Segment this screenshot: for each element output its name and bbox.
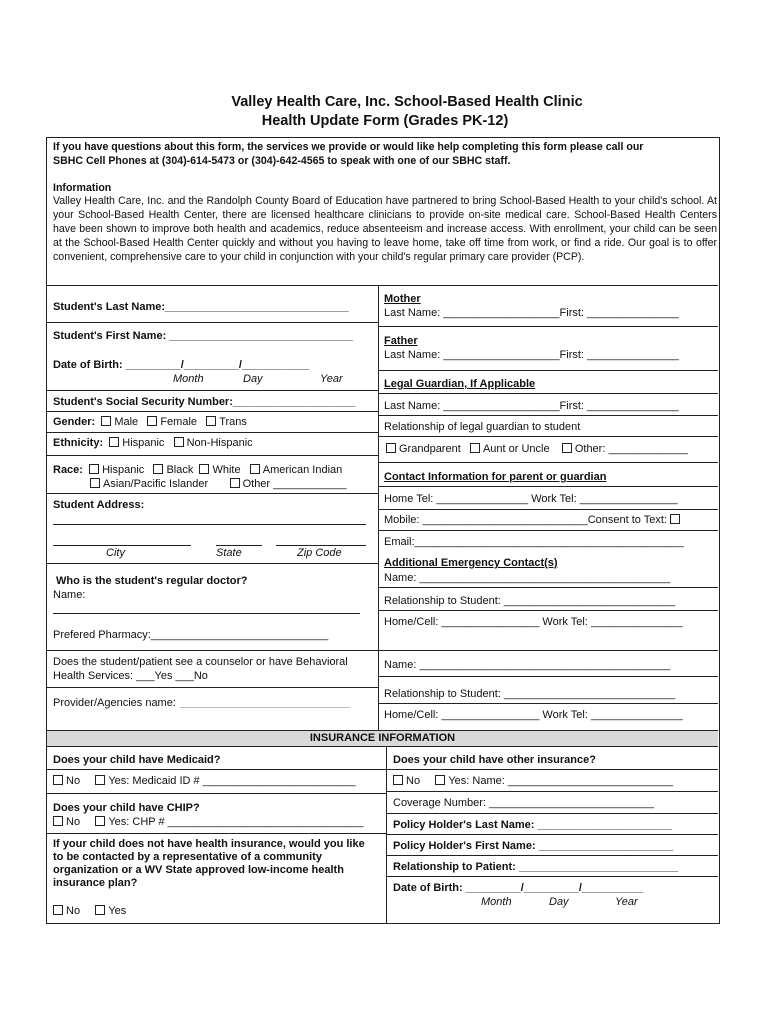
other-insurance-no-checkbox[interactable] [393,775,403,785]
divider [47,769,386,770]
race-black-label: Black [166,464,194,476]
column-divider [386,746,387,924]
doctor-name-line[interactable] [53,613,360,614]
mobile-row [384,514,683,527]
state-line[interactable] [216,545,262,546]
no-insurance-question-1: If your child does not have health insurance, would you like [53,838,365,850]
gender-trans-checkbox[interactable] [206,416,216,426]
divider [386,791,718,792]
ethnicity-row [53,437,253,450]
info-heading: Information [53,182,112,194]
form-title: Valley Health Care, Inc. School-Based Health Clinic [231,94,583,110]
race-white-label: White [212,464,241,476]
email-field[interactable]: Email:____________________________________________ [384,536,684,548]
grandparent-label: Grandparent [399,443,461,455]
other-relationship-label: Other: _____________ [574,443,688,455]
race-asian-label: Asian/Pacific Islander [103,478,209,490]
divider [378,462,718,463]
race-label: Race: [53,464,83,476]
holder-dob-day-label: Day [549,896,569,908]
divider [378,509,718,510]
chip-question: Does your child have CHIP? [53,802,200,814]
chip-row [53,816,363,829]
emergency-2-name[interactable]: Name: _________________________________________ [384,659,671,671]
holder-last-name[interactable]: Policy Holder's Last Name: ______________________ [393,819,673,831]
father-name[interactable]: Last Name: ___________________First: _______________ [384,349,679,361]
doctor-name[interactable]: Name: [53,589,86,601]
race-white-checkbox[interactable] [199,464,209,474]
divider [378,326,718,327]
student-first-name[interactable]: Student's First Name: ______________________________ [53,330,353,342]
emergency-1-name[interactable]: Name: _________________________________________ [384,572,671,584]
divider [378,436,718,437]
gender-male-label: Male [114,416,139,428]
other-insurance-row [393,775,673,788]
divider [378,650,718,651]
insurance-heading: INSURANCE INFORMATION [47,730,718,747]
ethnicity-non-hispanic-checkbox[interactable] [174,437,184,447]
race-american-indian-checkbox[interactable] [250,464,260,474]
divider [386,834,718,835]
city-label: City [106,547,125,559]
gender-row [53,416,247,429]
provider-line[interactable] [180,707,350,708]
chip-no-label: No [66,816,81,828]
guardian-name[interactable]: Last Name: ___________________First: _______________ [384,400,679,412]
questions-line-2: SBHC Cell Phones at (304)-614-5473 or (304)-642-4565 to speak with one of our SBHC staff. [53,155,511,167]
questions-line-1: If you have questions about this form, the services we provide or would like help completing this form please call our [53,141,644,153]
emergency-2-relationship[interactable]: Relationship to Student: ____________________________ [384,688,676,700]
no-insurance-question-3: organization or a WV State approved low-income health [53,864,344,876]
form-subtitle: Health Update Form (Grades PK-12) [261,113,509,129]
city-line[interactable] [53,545,191,546]
divider [47,687,378,688]
emergency-2-phone[interactable]: Home/Cell: ________________ Work Tel: _______________ [384,709,683,721]
divider [378,703,718,704]
other-insurance-question: Does your child have other insurance? [393,754,596,766]
contact-heading: Contact Information for parent or guardian [384,471,607,483]
ethnicity-non-hispanic-label: Non-Hispanic [186,437,253,449]
divider [378,530,718,531]
race-row-2 [90,478,347,491]
divider [47,833,386,834]
pharmacy-field[interactable]: Prefered Pharmacy:_____________________________ [53,629,329,641]
other-insurance-name-field[interactable]: Yes: Name: ___________________________ [448,775,674,787]
consent-to-text-checkbox[interactable] [670,514,680,524]
medicaid-no-label: No [66,775,81,787]
mother-name[interactable]: Last Name: ___________________First: _______________ [384,307,679,319]
guardian-relationship: Relationship of legal guardian to student [384,421,581,433]
other-relationship-checkbox[interactable] [562,443,572,453]
divider [378,610,718,611]
divider [378,393,718,394]
divider [386,876,718,877]
relationship-row [386,443,688,456]
grandparent-checkbox[interactable] [386,443,396,453]
chip-yes-checkbox[interactable] [95,816,105,826]
divider [47,285,718,286]
gender-female-checkbox[interactable] [147,416,157,426]
ethnicity-hispanic-checkbox[interactable] [109,437,119,447]
contact-no-checkbox[interactable] [53,905,63,915]
divider [47,390,378,391]
divider [47,563,378,564]
column-divider [378,285,379,730]
address-line[interactable] [53,524,366,525]
emergency-1-relationship[interactable]: Relationship to Student: ____________________________ [384,595,676,607]
divider [47,455,378,456]
guardian-heading: Legal Guardian, If Applicable [384,378,536,390]
relationship-to-patient[interactable]: Relationship to Patient: __________________________ [393,861,678,873]
mother-heading: Mother [384,293,421,305]
doctor-question: Who is the student's regular doctor? [56,575,248,587]
ethnicity-label: Ethnicity: [53,437,104,449]
medicaid-yes-checkbox[interactable] [95,775,105,785]
divider [47,493,378,494]
contact-yes-checkbox[interactable] [95,905,105,915]
race-other-checkbox[interactable] [230,478,240,488]
aunt-uncle-checkbox[interactable] [470,443,480,453]
divider [47,793,386,794]
contact-yes-label: Yes [108,905,127,917]
race-american-indian-label: American Indian [262,464,343,476]
holder-date-of-birth[interactable]: Date of Birth: _________/_________/__________ [393,882,644,894]
holder-dob-year-label: Year [615,896,638,908]
divider [386,769,718,770]
ethnicity-hispanic-label: Hispanic [122,437,165,449]
no-insurance-row [53,905,126,918]
dob-day-label: Day [243,373,263,385]
divider [386,855,718,856]
medicaid-question: Does your child have Medicaid? [53,754,221,766]
emergency-1-phone[interactable]: Home/Cell: ________________ Work Tel: _______________ [384,616,683,628]
holder-dob-month-label: Month [481,896,512,908]
race-other-label: Other ____________ [242,478,347,490]
mobile-field[interactable]: Mobile: ___________________________Consent to Text: [384,514,667,526]
coverage-number[interactable]: Coverage Number: ___________________________ [393,797,655,809]
no-insurance-question-4: insurance plan? [53,877,138,889]
state-label: State [216,547,242,559]
address-label: Student Address: [53,499,145,511]
other-insurance-no-label: No [406,775,421,787]
provider-field[interactable]: Provider/Agencies name: [53,697,176,709]
dob-month-label: Month [173,373,204,385]
divider [378,415,718,416]
gender-trans-label: Trans [219,416,247,428]
counselor-question-2[interactable]: Health Services: ___Yes ___No [53,670,208,682]
zip-label: Zip Code [297,547,342,559]
aunt-uncle-label: Aunt or Uncle [482,443,550,455]
gender-male-checkbox[interactable] [101,416,111,426]
date-of-birth[interactable]: Date of Birth: _________/_________/___________ [53,359,310,371]
divider [378,587,718,588]
race-black-checkbox[interactable] [153,464,163,474]
zip-line[interactable] [276,545,366,546]
medicaid-id-field[interactable]: Yes: Medicaid ID # _________________________ [108,775,356,787]
father-heading: Father [384,335,418,347]
chip-no-checkbox[interactable] [53,816,63,826]
info-text: Valley Health Care, Inc. and the Randolph County Board of Education have partnered to bring School-Based Health to your child's school. At your School-Based Health Center, there are licensed healthcare clinicians to provide on-site medical care. School-Based Health Centers have been shown to improve both health and academics, reduce absenteeism and increase access. With enrollment, your child can be seen at the School-Based Health Center quickly and without you having to leave home, take off time from work, or find a ride. Our goal is to offer convenient, comprehensive care to your child in conjunction with your child's regular primary care provider (PCP). [53,195,717,263]
divider [47,411,378,412]
gender-female-label: Female [160,416,198,428]
holder-first-name[interactable]: Policy Holder's First Name: ______________________ [393,840,674,852]
divider [47,432,378,433]
no-insurance-question-2: to be contacted by a representative of a community [53,851,322,863]
dob-year-label: Year [320,373,343,385]
contact-no-label: No [66,905,81,917]
chip-id-field[interactable]: Yes: CHP # ________________________________ [108,816,364,828]
divider [47,650,378,651]
other-insurance-yes-checkbox[interactable] [435,775,445,785]
ssn-field[interactable]: Student's Social Security Number:____________________ [53,396,356,408]
race-hispanic-checkbox[interactable] [89,464,99,474]
medicaid-no-checkbox[interactable] [53,775,63,785]
emergency-heading: Additional Emergency Contact(s) [384,557,558,569]
race-hispanic-label: Hispanic [102,464,145,476]
divider [378,370,718,371]
divider [47,322,378,323]
medicaid-row [53,775,356,788]
divider [378,486,718,487]
counselor-question-1: Does the student/patient see a counselor or have Behavioral [53,656,348,668]
gender-label: Gender: [53,416,96,428]
divider [378,676,718,677]
home-work-tel[interactable]: Home Tel: _______________ Work Tel: ________________ [384,493,678,505]
race-row [53,464,342,477]
divider [386,813,718,814]
student-last-name[interactable]: Student's Last Name:______________________________ [53,301,349,313]
race-asian-checkbox[interactable] [90,478,100,488]
